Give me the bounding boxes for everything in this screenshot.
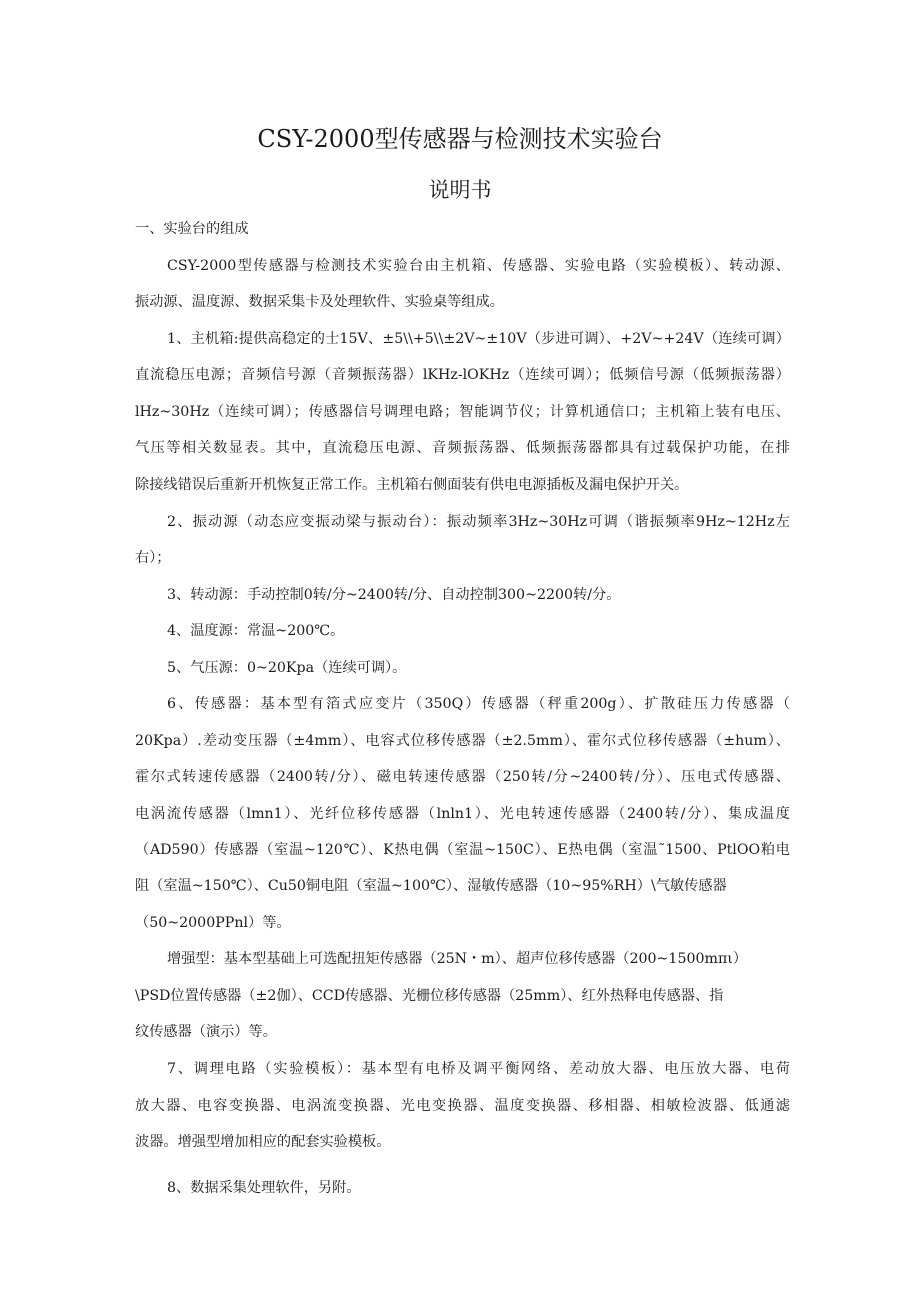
text-line: 3、转动源：手动控制0转/分~2400转/分、自动控制300~2200转/分。	[167, 587, 621, 603]
text-line: 放大器、电容变换器、电涡流变换器、光电变换器、温度变换器、移相器、相敏检波器、低通滤	[135, 1098, 790, 1114]
text-line: 1、主机箱:提供高稳定的士15V、±5\\+5\\±2V~±10V（步进可调）、+2V~+24V（连续可调）	[167, 331, 790, 347]
text-line: （50~2000PPnl）等。	[135, 915, 291, 931]
text-line: 波器。增强型增加相应的配套实验模板。	[135, 1134, 391, 1150]
text-line: 5、气压源：0~20Kpa（连续可调）。	[167, 660, 407, 676]
text-line: 除接线错误后重新开机恢复正常工作。主机箱右侧面装有供电电源插板及漏电保护开关。	[135, 477, 689, 493]
text-line: 直流稳压电源；音频信号源（音频振荡器）lKHz-lOKHz（连续可调）；低频信号源（低频振荡器）	[135, 367, 790, 383]
text-line: 4、温度源：常温~200℃。	[167, 623, 345, 639]
document-title: CSY-2000型传感器与检测技术实验台	[257, 125, 663, 153]
text-line: \PSD位置传感器（±2伽）、CCD传感器、光栅位移传感器（25mm）、红外热释电传感器、指	[135, 988, 724, 1004]
text-line: CSY-2000型传感器与检测技术实验台由主机箱、传感器、实验电路（实验模板）、转动源、	[167, 258, 790, 274]
text-line: 电涡流传感器（lmn1）、光纤位移传感器（lnln1）、光电转速传感器（2400转/分）、集成温度	[135, 806, 790, 822]
text-line: 6、传感器：基本型有箔式应变片（350Q）传感器（秤重200g）、扩散硅压力传感器（	[167, 696, 790, 712]
text-line: 纹传感器（演示）等。	[135, 1024, 277, 1040]
text-line: 气压等相关数显表。其中，直流稳压电源、音频振荡器、低频振荡器都具有过载保护功能，在排	[135, 440, 790, 456]
text-line: 阻（室温~150℃）、Cu50铜电阻（室温~100℃）、湿敏传感器（10~95%RH）\气敏传感器	[135, 878, 727, 894]
text-line: 8、数据采集处理软件，另附。	[167, 1180, 361, 1196]
section-heading: 一、实验台的组成	[135, 221, 249, 237]
text-line: 霍尔式转速传感器（2400转/分）、磁电转速传感器（250转/分~2400转/分）、压电式传感器、	[135, 769, 790, 785]
text-line: 右）；	[135, 550, 171, 566]
text-line: 振动源、温度源、数据采集卡及处理软件、实验桌等组成。	[135, 294, 504, 310]
text-line: 7、调理电路（实验模板）：基本型有电桥及调平衡网络、差动放大器、电压放大器、电荷	[167, 1061, 790, 1077]
text-line: 增强型：基本型基础上可选配扭矩传感器（25N・m）、超声位移传感器（200~1500mπι）	[167, 951, 748, 967]
text-line: （AD590）传感器（室温~120℃）、K热电偶（室温~150C）、E热电偶（室温˜1500、PtlOO粕电	[135, 842, 790, 858]
document-subtitle: 说明书	[428, 178, 492, 202]
text-line: lHz~30Hz（连续可调）；传感器信号调理电路；智能调节仪；计算机通信口；主机箱上装有电压、	[135, 404, 790, 420]
text-line: 20Kpa）.差动变压器（±4mm）、电容式位移传感器（±2.5mm）、霍尔式位移传感器（±hum）、	[135, 733, 790, 749]
text-line: 2、振动源（动态应变振动梁与振动台）：振动频率3Hz~30Hz可调（谐振频率9Hz~12Hz左	[167, 514, 790, 530]
